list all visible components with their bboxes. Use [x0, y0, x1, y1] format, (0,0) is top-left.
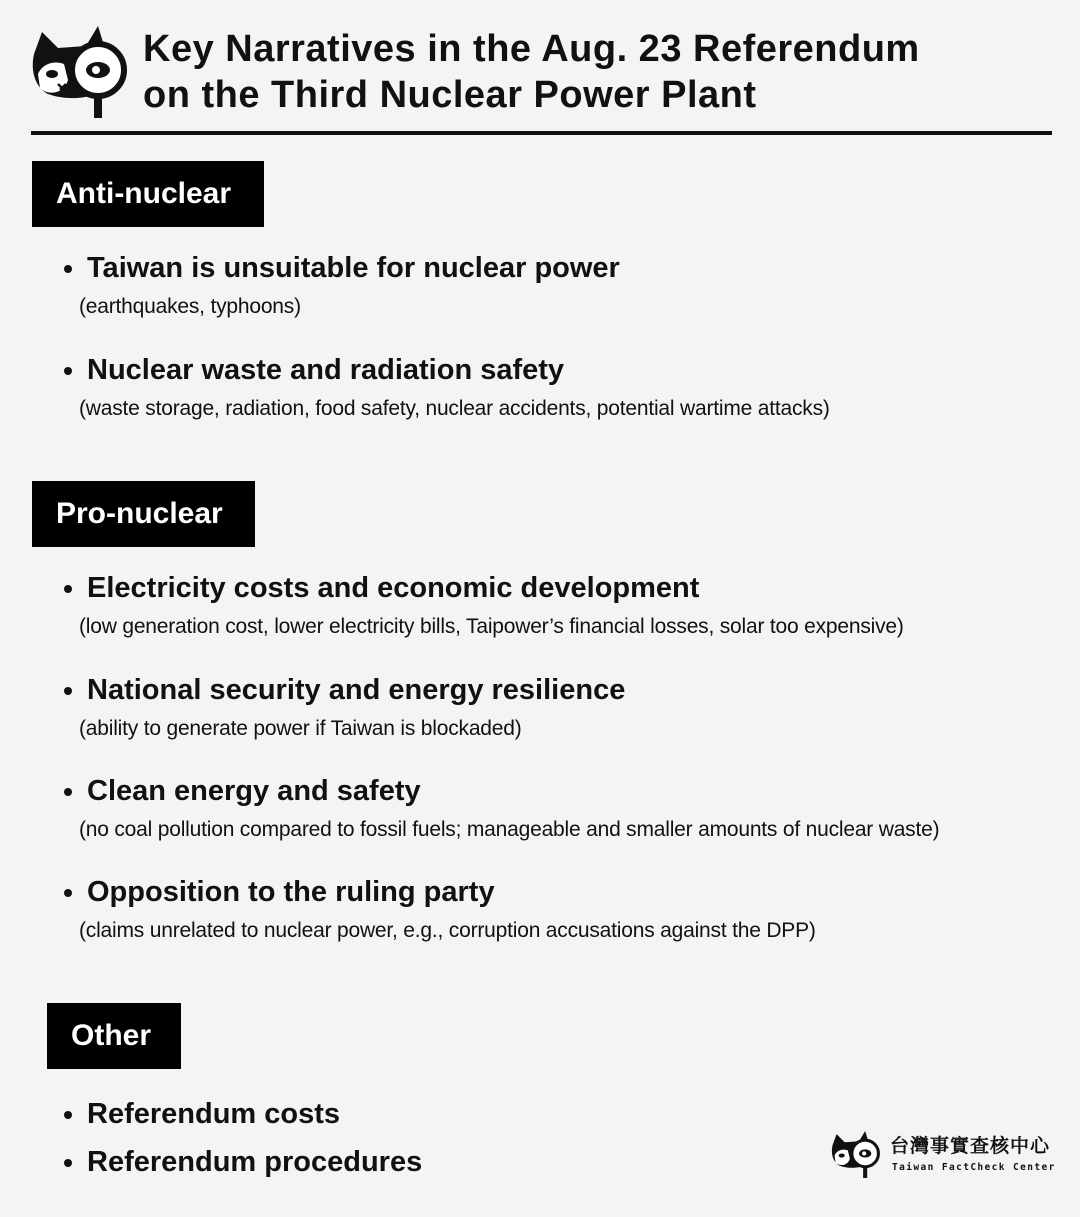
- list-item-title: Referendum procedures: [62, 1144, 422, 1180]
- list-item: [62, 874, 816, 945]
- footer-logo: [828, 1128, 1056, 1184]
- list-item-title: Nuclear waste and radiation safety: [62, 352, 830, 388]
- bullet-icon: [64, 585, 72, 593]
- list-item: [62, 570, 904, 641]
- list-item-title: Clean energy and safety: [62, 773, 939, 809]
- bullet-icon: [64, 265, 72, 273]
- list-item: [62, 250, 620, 321]
- org-name-en: Taiwan FactCheck Center: [892, 1162, 1056, 1173]
- list-item-note: (low generation cost, lower electricity bills, Taipower’s financial losses, solar too expensive): [79, 615, 904, 638]
- list-item: [62, 672, 625, 743]
- list-item: [62, 352, 830, 423]
- bullet-icon: [64, 1111, 72, 1119]
- org-name-zh: 台灣事實查核中心: [890, 1135, 1051, 1157]
- cat-magnifier-icon: [30, 24, 134, 122]
- cat-magnifier-icon: [828, 1130, 886, 1180]
- list-item-title: National security and energy resilience: [62, 672, 625, 708]
- bullet-icon: [64, 367, 72, 375]
- bullet-icon: [64, 788, 72, 796]
- bullet-icon: [64, 889, 72, 897]
- bullet-icon: [64, 687, 72, 695]
- list-item-title: Taiwan is unsuitable for nuclear power: [62, 250, 620, 286]
- list-item: [62, 1144, 422, 1180]
- list-item-note: (earthquakes, typhoons): [79, 295, 301, 318]
- section-label-other: Other: [47, 1003, 181, 1069]
- list-item-note: (ability to generate power if Taiwan is blockaded): [79, 717, 522, 740]
- title-line-1: Key Narratives in the Aug. 23 Referendum: [143, 28, 920, 70]
- list-item-title: Electricity costs and economic development: [62, 570, 904, 606]
- list-item-title: Referendum costs: [62, 1096, 340, 1132]
- list-item-note: (claims unrelated to nuclear power, e.g., corruption accusations against the DPP): [79, 919, 816, 942]
- header-divider: [31, 131, 1052, 135]
- title-line-2: on the Third Nuclear Power Plant: [143, 74, 757, 116]
- list-item-title: Opposition to the ruling party: [62, 874, 816, 910]
- section-label-anti-nuclear: Anti-nuclear: [32, 161, 264, 227]
- bullet-icon: [64, 1159, 72, 1167]
- list-item-note: (waste storage, radiation, food safety, nuclear accidents, potential wartime attacks): [79, 397, 830, 420]
- list-item-note: (no coal pollution compared to fossil fuels; manageable and smaller amounts of nuclear waste): [79, 818, 940, 841]
- section-label-pro-nuclear: Pro-nuclear: [32, 481, 255, 547]
- list-item: [62, 773, 939, 844]
- list-item: [62, 1096, 340, 1132]
- page-title: [143, 26, 920, 118]
